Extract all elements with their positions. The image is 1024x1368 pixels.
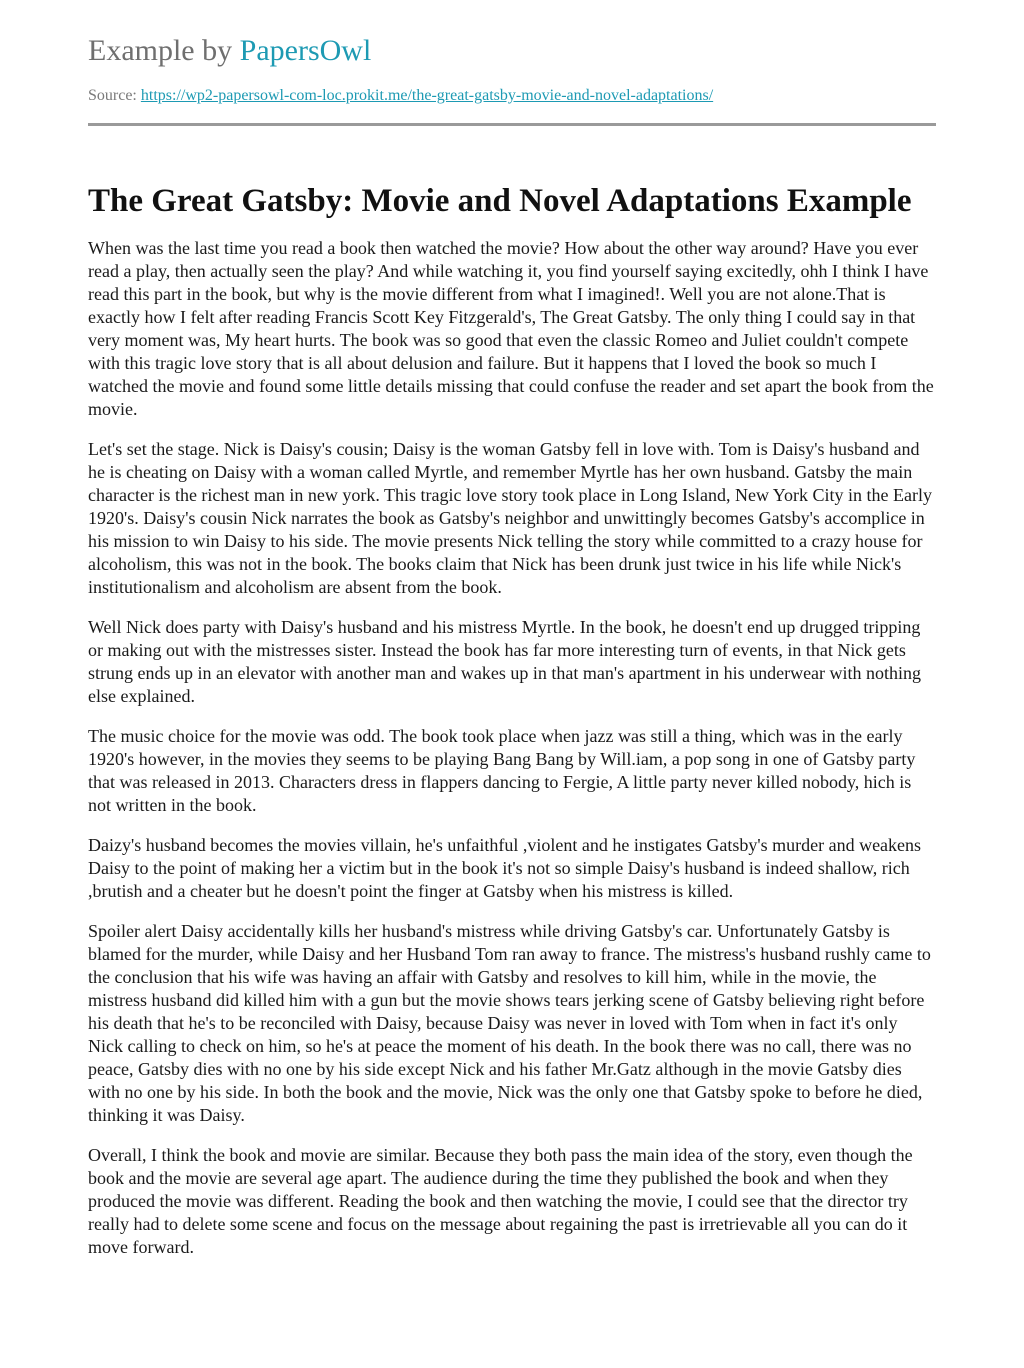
article-paragraph: Spoiler alert Daisy accidentally kills her husband's mistress while driving Gatsby's car. Unfortunately Gatsby is blamed for the murder, while Daisy and her Husband Tom ran away to france. The mistress's husband rushly came to the conclusion that his wife was having an affair with Gatsby and resolves to kill him, while in the movie, the mistress husband did killed him with a gun but the movie shows tears jerking scene of Gatsby believing right before his death that he's to be reconciled with Daisy, because Daisy was never in loved with Tom when in fact it's only Nick calling to check on him, so he's at peace the moment of his death. In the book there was no call, there was no peace, Gatsby dies with no one by his side except Nick and his father Mr.Gatz although in the movie Gatsby dies with no one by his side. In both the book and the movie, Nick was the only one that Gatsby spoke to before he died, thinking it was Daisy. (88, 921, 931, 1125)
brand-prefix: Example by (88, 34, 233, 67)
article-body (88, 237, 936, 1259)
brand-header (88, 33, 936, 69)
source-label: Source: (88, 87, 137, 104)
article-paragraph: When was the last time you read a book then watched the movie? How about the other way around? Have you ever read a play, then actually seen the play? And while watching it, you find yourself saying excitedly, ohh I think I have read this part in the book, but why is the movie different from what I imagined!. Well you are not alone.That is exactly how I felt after reading Francis Scott Key Fitzgerald's, The Great Gatsby. The only thing I could say in that very moment was, My heart hurts. The book was so good that even the classic Romeo and Juliet couldn't compete with this tragic love story that is all about delusion and failure. But it happens that I loved the book so much I watched the movie and found some little details missing that could confuse the reader and set apart the book from the movie. (88, 238, 934, 419)
article-paragraph: Let's set the stage. Nick is Daisy's cousin; Daisy is the woman Gatsby fell in love with. Tom is Daisy's husband and he is cheating on Daisy with a woman called Myrtle, and remember Myrtle has her own husband. Gatsby the main character is the richest man in new york. This tragic love story took place in Long Island, New York City in the Early 1920's. Daisy's cousin Nick narrates the book as Gatsby's neighbor and unwittingly becomes Gatsby's accomplice in his mission to win Daisy to his side. The movie presents Nick telling the story while committed to a crazy house for alcoholism, this was not in the book. The books claim that Nick has been drunk just twice in his life while Nick's institutionalism and alcoholism are absent from the book. (88, 439, 932, 597)
header-divider (88, 123, 936, 126)
document-page (88, 0, 936, 1276)
article-paragraph: The music choice for the movie was odd. The book took place when jazz was still a thing, which was in the early 1920's however, in the movies they seems to be playing Bang Bang by Will.iam, a pop song in one of Gatsby party that was released in 2013. Characters dress in flappers dancing to Fergie, A little party never killed nobody, hich is not written in the book. (88, 726, 916, 815)
article-paragraph: Well Nick does party with Daisy's husband and his mistress Myrtle. In the book, he doesn't end up drugged tripping or making out with the mistresses sister. Instead the book has far more interesting turn of events, in that Nick gets strung ends up in an elevator with another man and wakes up in that man's apartment in his underwear with nothing else explained. (88, 617, 922, 706)
brand-name-link[interactable]: PapersOwl (239, 34, 372, 67)
source-link[interactable]: https://wp2-papersowl-com-loc.prokit.me/the-great-gatsby-movie-and-novel-adaptations/ (140, 87, 714, 104)
source-line (88, 86, 936, 106)
article-paragraph: Overall, I think the book and movie are similar. Because they both pass the main idea of the story, even though the book and the movie are several age apart. The audience during the time they published the book and when they produced the movie was different. Reading the book and then watching the movie, I could see that the director try really had to delete some scene and focus on the message about regaining the past is irretrievable all you can do it move forward. (88, 1145, 913, 1257)
article-title: The Great Gatsby: Movie and Novel Adaptations Example (88, 183, 912, 219)
article-paragraph: Daizy's husband becomes the movies villain, he's unfaithful ,violent and he instigates Gatsby's murder and weakens Daisy to the point of making her a victim but in the book it's not so simple Daisy's husband is indeed shallow, rich ,brutish and a cheater but he doesn't point the finger at Gatsby when his mistress is killed. (88, 835, 922, 901)
